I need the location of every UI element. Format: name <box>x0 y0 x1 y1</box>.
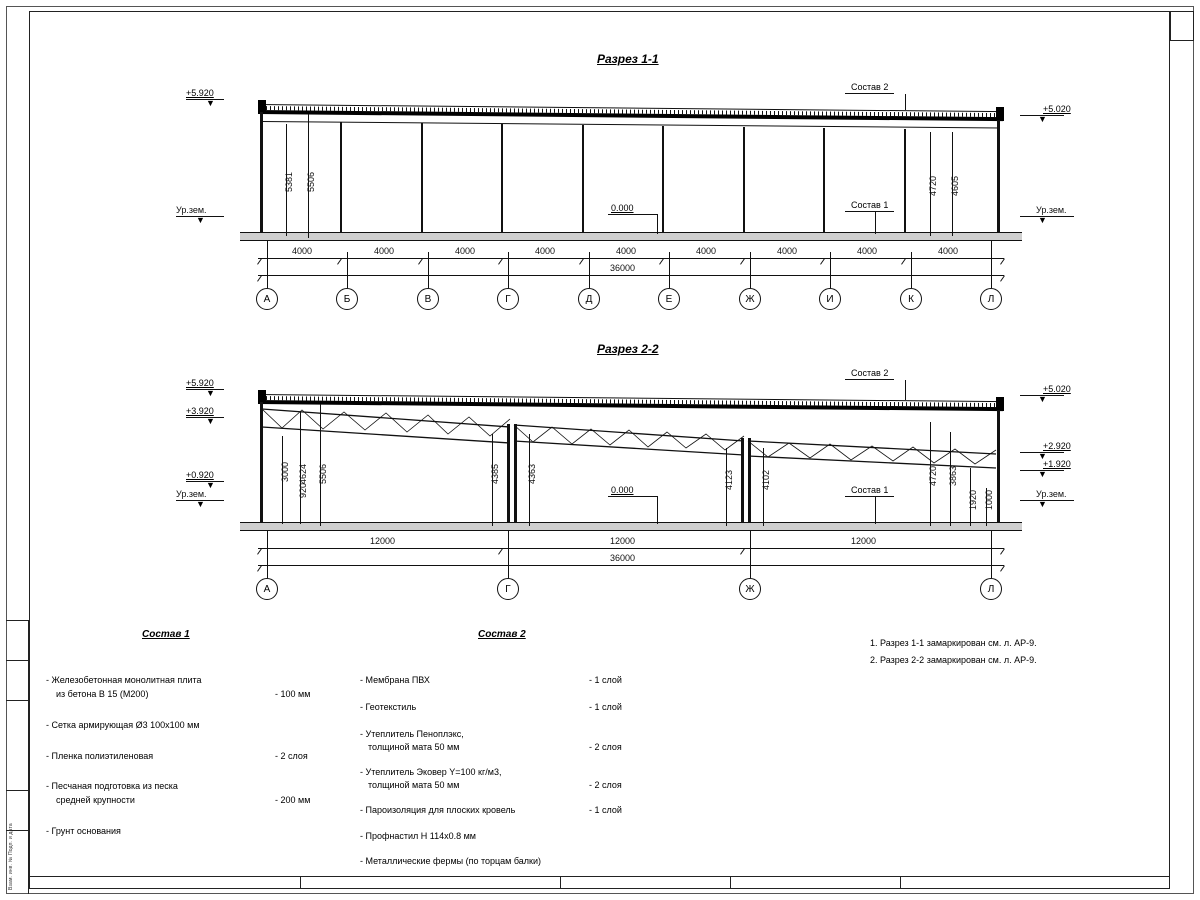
legend1-item-1-qty: - 100 мм <box>275 689 311 699</box>
axis-marker-V-1-1: В <box>417 288 439 310</box>
stamp-divider <box>300 876 301 889</box>
column-G-right-2-2 <box>514 424 517 530</box>
legend2-item-4-qty: - 2 слоя <box>589 780 622 790</box>
vdim-1920: 1920 <box>968 489 978 510</box>
bay-dim-8: 4000 <box>857 246 878 256</box>
legend2-item-2: - Геотекстиль <box>360 702 417 712</box>
legend1-item-2: - Сетка армирующая Ø3 100x100 мм <box>46 720 200 730</box>
axis-marker-E-1-1: Е <box>658 288 680 310</box>
column-G-1-1 <box>501 124 503 240</box>
vdim-5506-2: 5506 <box>318 463 328 484</box>
level-arrow-icon: ▼ <box>1038 114 1047 124</box>
bay-dim-3: 4000 <box>455 246 476 256</box>
callout-leader-1-1 <box>875 212 876 234</box>
floor-line-1-1 <box>240 240 1022 241</box>
vdim-5381: 5381 <box>284 171 294 192</box>
legend2-item-6: - Профнастил H 114x0.8 мм <box>360 831 476 841</box>
parapet-right-1-1 <box>996 107 1004 121</box>
level-arrow-icon: ▼ <box>1038 469 1047 479</box>
bay-dim-9: 4000 <box>938 246 959 256</box>
legend1-item-4-line2: средней крупности <box>56 795 135 805</box>
ground-fill-1-1 <box>240 232 1022 240</box>
legend2-item-4-line2: толщиной мата 50 мм <box>368 780 460 790</box>
level-arrow-icon: ▼ <box>206 416 215 426</box>
ground-label-right-1-1: Ур.зем. <box>1036 205 1067 215</box>
legend2-item-3-line2: толщиной мата 50 мм <box>368 742 460 752</box>
zero-level-2-2: 0.000 <box>611 485 634 495</box>
level-top-left-1-1: +5.920 <box>186 88 214 98</box>
truss-span-2 <box>514 423 744 457</box>
axis-marker-A-2-2: А <box>256 578 278 600</box>
vdim-4720-2: 4720 <box>928 465 938 486</box>
column-D-1-1 <box>582 125 584 240</box>
stamp-text-wrap <box>6 600 29 900</box>
level-arrow-icon: ▼ <box>206 98 215 108</box>
vdim-1000: 1000 <box>984 489 994 510</box>
level-arrow-icon: ▼ <box>1038 499 1047 509</box>
column-I-1-1 <box>823 128 825 240</box>
floor-line-2-2 <box>240 530 1022 531</box>
vdim-line-4624 <box>300 412 301 470</box>
vdim-4624: 4624 <box>298 463 308 484</box>
legend2-item-1-qty: - 1 слой <box>589 675 622 685</box>
sheet-bottom-stamp <box>29 876 1170 889</box>
bay-dim-12000-2: 12000 <box>610 536 636 546</box>
dimchain-total-1-1 <box>258 275 1004 276</box>
bay-dim-6: 4000 <box>696 246 717 256</box>
axis-marker-G-2-2: Г <box>497 578 519 600</box>
axis-marker-B-1-1: Б <box>336 288 358 310</box>
column-E-1-1 <box>662 126 664 240</box>
legend2-item-3: - Утеплитель Пеноплэкс, <box>360 729 464 739</box>
legend1-item-4-qty: - 200 мм <box>275 795 311 805</box>
vdim-4720: 4720 <box>928 175 938 196</box>
stamp-text: Взам. инв. № Подп. и дата <box>8 823 14 890</box>
zero-level-leader-1-1 <box>608 214 658 215</box>
dimchain-total-2-2 <box>258 565 1004 566</box>
ground-line-2-2 <box>240 522 1022 523</box>
legend1-item-3: - Пленка полиэтиленовая <box>46 751 154 761</box>
ground-label-left-2-2: Ур.зем. <box>176 489 207 499</box>
vdim-5506: 5506 <box>306 171 316 192</box>
ground-fill-2-2 <box>240 522 1022 530</box>
level-1920-2-2: +1.920 <box>1043 459 1071 469</box>
legend1-item-5: - Грунт основания <box>46 826 121 836</box>
vdim-4123: 4123 <box>724 469 734 490</box>
parapet-right-2-2 <box>996 397 1004 411</box>
column-L-1-1 <box>997 120 1000 240</box>
legend-sostav1-title: Состав 1 <box>142 629 190 640</box>
vdim-3000: 3000 <box>280 461 290 482</box>
level-3920-2-2: +3.920 <box>186 406 214 416</box>
callout-leader-1-1 <box>905 94 906 110</box>
ground-leader-1-1 <box>1020 216 1074 217</box>
callout-sostav2-2-2: Состав 2 <box>845 368 894 380</box>
ground-line-1-1 <box>240 232 1022 233</box>
bay-dim-7: 4000 <box>777 246 798 256</box>
level-top-right-1-1: +5.020 <box>1043 104 1071 114</box>
vdim-4102: 4102 <box>761 469 771 490</box>
dimchain-bays-1-1 <box>258 258 1004 259</box>
axis-marker-ZH-2-2: Ж <box>739 578 761 600</box>
bay-dim-5: 4000 <box>616 246 637 256</box>
truss-span-3 <box>748 440 996 472</box>
legend2-item-7: - Металлические фермы (по торцам балки) <box>360 856 542 866</box>
stamp-divider <box>900 876 901 889</box>
level-arrow-icon: ▼ <box>1038 394 1047 404</box>
level-2920-2-2: +2.920 <box>1043 441 1071 451</box>
section-1-1-title: Разрез 1-1 <box>597 52 659 66</box>
sheet-frame-corner-notch <box>1170 11 1194 41</box>
legend1-item-1: - Железобетонная монолитная плита <box>46 675 202 685</box>
total-dim-1-1: 36000 <box>610 263 636 273</box>
vdim-4363: 4363 <box>527 463 537 484</box>
axis-marker-ZH-1-1: Ж <box>739 288 761 310</box>
column-ZH-1-1 <box>743 127 745 240</box>
level-arrow-icon: ▼ <box>196 215 205 225</box>
level-arrow-icon: ▼ <box>206 480 215 490</box>
column-A-2-2 <box>260 402 263 530</box>
zero-level-pointer-1-1 <box>657 214 658 234</box>
axis-marker-I-1-1: И <box>819 288 841 310</box>
bay-dim-4: 4000 <box>535 246 556 256</box>
ground-label-right-2-2: Ур.зем. <box>1036 489 1067 499</box>
callout-sostav2-1-1: Состав 2 <box>845 82 894 94</box>
column-B-1-1 <box>340 122 342 240</box>
axis-marker-L-1-1: Л <box>980 288 1002 310</box>
legend-sostav2-title: Состав 2 <box>478 629 526 640</box>
legend1-item-4: - Песчаная подготовка из песка <box>46 781 178 791</box>
axis-marker-A-1-1: А <box>256 288 278 310</box>
ground-label-left-1-1: Ур.зем. <box>176 205 207 215</box>
column-ZH-right-2-2 <box>748 438 751 530</box>
level-5920-2-2: +5.920 <box>186 378 214 388</box>
zero-level-1-1: 0.000 <box>611 203 634 213</box>
note-2: 2. Разрез 2-2 замаркирован см. л. АР-9. <box>870 655 1037 665</box>
stamp-divider <box>730 876 731 889</box>
column-A-1-1 <box>260 112 263 240</box>
axis-marker-K-1-1: К <box>900 288 922 310</box>
dimchain-bays-2-2 <box>258 548 1004 549</box>
column-G-left-2-2 <box>507 424 510 530</box>
bay-dim-12000-1: 12000 <box>370 536 396 546</box>
level-arrow-icon: ▼ <box>1038 451 1047 461</box>
vdim-4385: 4385 <box>490 463 500 484</box>
level-arrow-icon: ▼ <box>196 499 205 509</box>
section-2-2-title: Разрез 2-2 <box>597 342 659 356</box>
column-L-2-2 <box>997 410 1000 530</box>
note-1: 1. Разрез 1-1 замаркирован см. л. АР-9. <box>870 638 1037 648</box>
callout-sostav1-1-1: Состав 1 <box>845 200 894 212</box>
legend2-item-1: - Мембрана ПВХ <box>360 675 430 685</box>
level-arrow-icon: ▼ <box>1038 215 1047 225</box>
level-arrow-icon: ▼ <box>206 388 215 398</box>
level-0920-2-2: +0.920 <box>186 470 214 480</box>
level-leader-1-1 <box>186 99 224 100</box>
level-5020-2-2: +5.020 <box>1043 384 1071 394</box>
legend1-item-3-qty: - 2 слоя <box>275 751 308 761</box>
axis-marker-G-1-1: Г <box>497 288 519 310</box>
legend2-item-5-qty: - 1 слой <box>589 805 622 815</box>
legend2-item-3-qty: - 2 слоя <box>589 742 622 752</box>
column-V-1-1 <box>421 123 423 240</box>
bay-dim-1: 4000 <box>292 246 313 256</box>
total-dim-2-2: 36000 <box>610 553 636 563</box>
column-K-1-1 <box>904 129 906 240</box>
axis-marker-L-2-2: Л <box>980 578 1002 600</box>
bay-dim-12000-3: 12000 <box>851 536 877 546</box>
legend2-item-4: - Утеплитель Эковер Y=100 кг/м3, <box>360 767 502 777</box>
callout-sostav1-2-2: Состав 1 <box>845 485 894 497</box>
stamp-divider <box>560 876 561 889</box>
axis-marker-D-1-1: Д <box>578 288 600 310</box>
column-ZH-left-2-2 <box>741 438 744 530</box>
vdim-3863: 3863 <box>948 465 958 486</box>
vdim-920: 920 <box>298 482 308 498</box>
legend2-item-2-qty: - 1 слой <box>589 702 622 712</box>
legend2-item-5: - Пароизоляция для плоских кровель <box>360 805 516 815</box>
bay-dim-2: 4000 <box>374 246 395 256</box>
legend1-item-1-line2: из бетона B 15 (M200) <box>56 689 149 699</box>
vdim-4605: 4605 <box>950 175 960 196</box>
